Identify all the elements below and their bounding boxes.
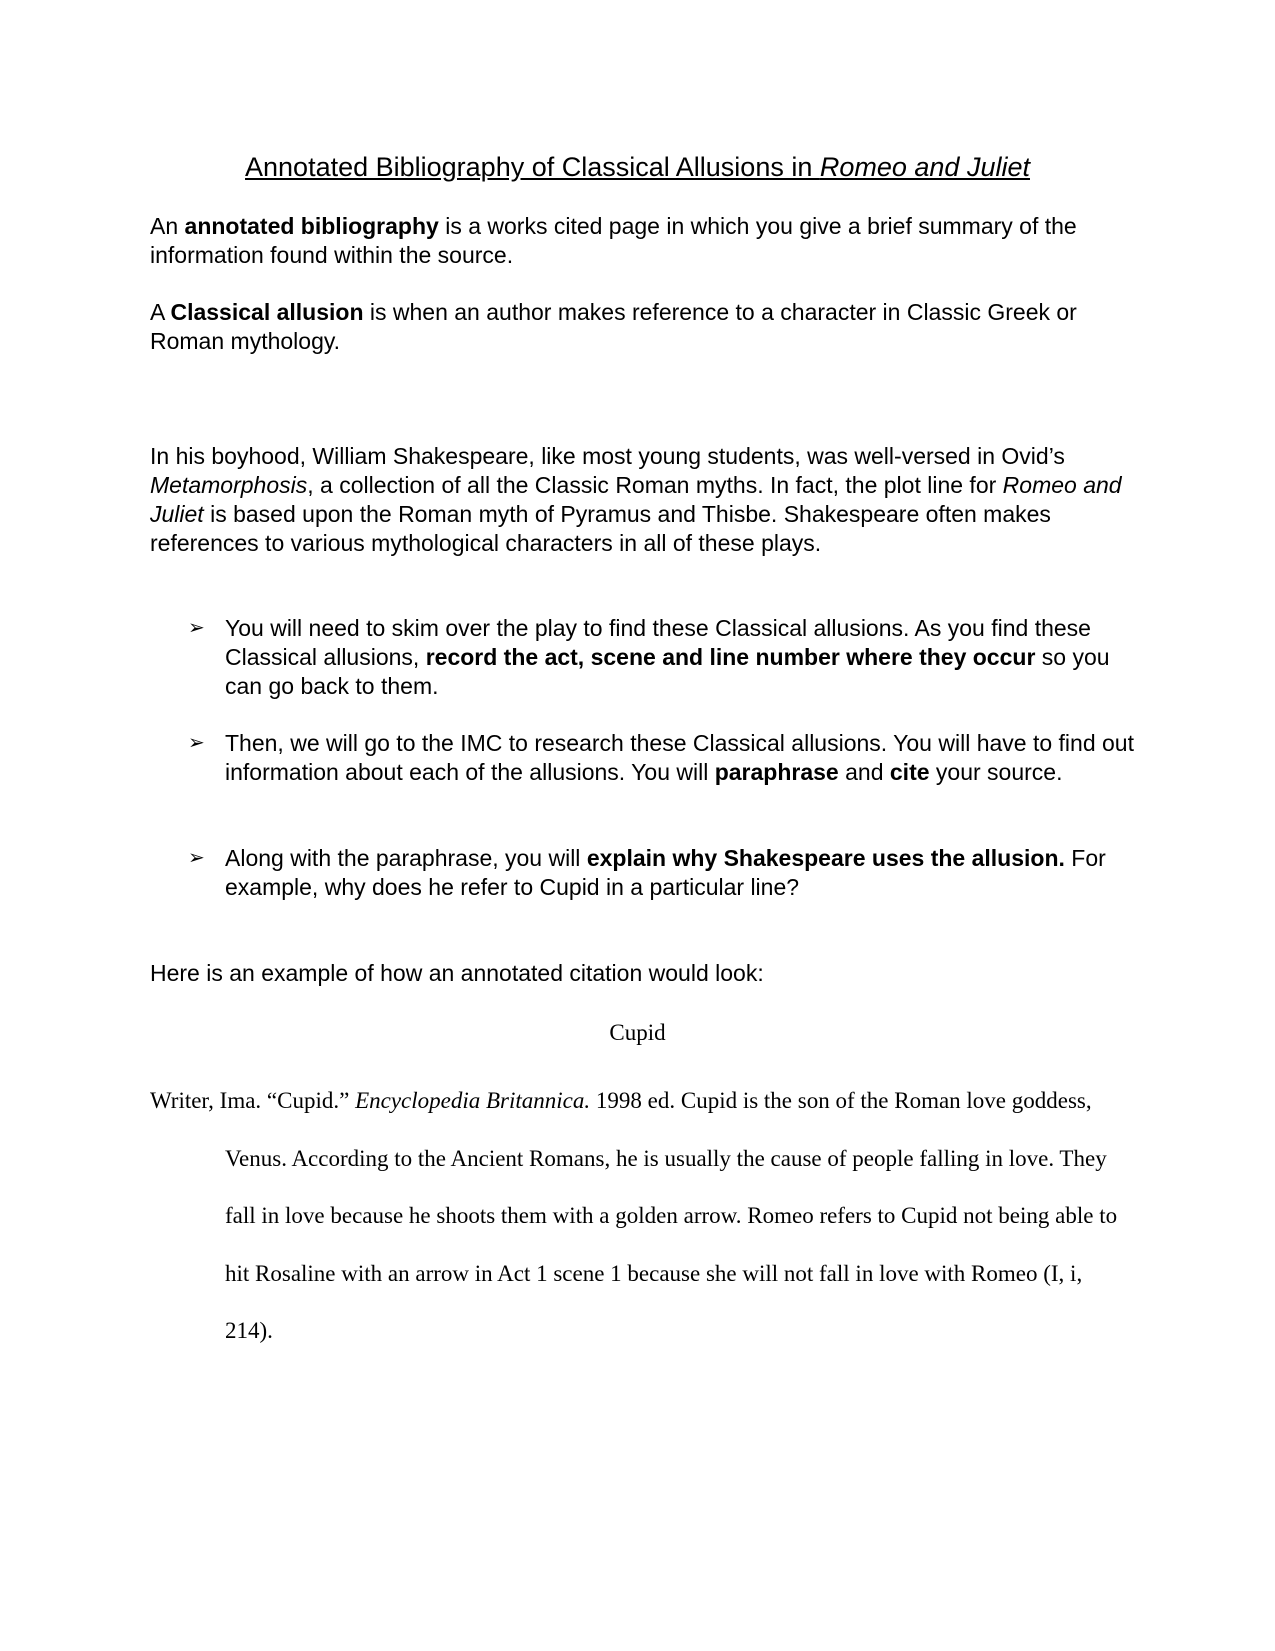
definition-annotated-bibliography [150, 212, 1130, 270]
citation-source-title: Encyclopedia Britannica. [355, 1088, 591, 1113]
text-run: is based upon the Roman myth of Pyramus and Thisbe. Shakespeare often makes references to various mythological characters in all of these plays. [150, 501, 1051, 556]
document-title [150, 150, 1125, 184]
arrow-bullet-icon: ➢ [188, 732, 205, 754]
term-classical-allusion: Classical allusion [170, 299, 364, 325]
definition-classical-allusion [150, 298, 1130, 356]
bold-run: explain why Shakespeare uses the allusion. [586, 845, 1065, 871]
bold-run: cite [889, 759, 930, 785]
text-run: A [150, 299, 171, 325]
instruction-text [225, 844, 1135, 902]
text-run: An [150, 213, 185, 239]
text-run: , a collection of all the Classic Roman myths. In fact, the plot line for [307, 472, 1003, 498]
text-run: 1998 ed. Cupid is the son of the Roman love goddess, Venus. According to the Ancient Romans, he is usually the cause of people falling in love. They fall in love because he shoots them with a golden arrow. Romeo refers to Cupid not being able to hit Rosaline with an arrow in Act 1 scene 1 because she will not fall in love with Romeo (I, i, 214). [225, 1088, 1118, 1343]
italic-romeo-and-juliet: Romeo and Juliet [150, 472, 1122, 527]
text-run: Along with the paraphrase, you will [225, 845, 587, 871]
text-run: You will need to skim over the play to find these Classical allusions. As you find these Classical allusions, [225, 615, 1091, 670]
text-run: Then, we will go to the IMC to research these Classical allusions. You will have to find out information about each of the allusions. You will [225, 730, 1134, 785]
example-intro: Here is an example of how an annotated citation would look: [150, 960, 764, 986]
title-play-name: Romeo and Juliet [819, 152, 1030, 182]
title-text: Annotated Bibliography of Classical Allusions in [245, 152, 820, 182]
italic-metamorphosis: Metamorphosis [150, 472, 308, 498]
text-run: In his boyhood, William Shakespeare, like most young students, was well-versed in Ovid’s [150, 443, 1065, 469]
example-citation [150, 1072, 1125, 1360]
term-annotated-bibliography: annotated bibliography [184, 213, 439, 239]
instruction-text [225, 614, 1135, 701]
instruction-text [225, 729, 1135, 787]
text-run: Writer, Ima. “Cupid.” [150, 1088, 356, 1113]
arrow-bullet-icon: ➢ [188, 617, 205, 639]
bold-run: record the act, scene and line number where they occur [425, 644, 1036, 670]
text-run: is when an author makes reference to a character in Classic Greek or Roman mythology. [150, 299, 1077, 354]
intro-paragraph [150, 442, 1130, 558]
text-run: For example, why does he refer to Cupid in a particular line? [225, 845, 1106, 900]
text-run: so you can go back to them. [225, 644, 1110, 699]
text-run: and [838, 759, 890, 785]
arrow-bullet-icon: ➢ [188, 847, 205, 869]
citation-heading: Cupid [609, 1020, 666, 1045]
text-run: is a works cited page in which you give a brief summary of the information found within the source. [150, 213, 1077, 268]
bold-run: paraphrase [714, 759, 839, 785]
text-run: your source. [929, 759, 1063, 785]
